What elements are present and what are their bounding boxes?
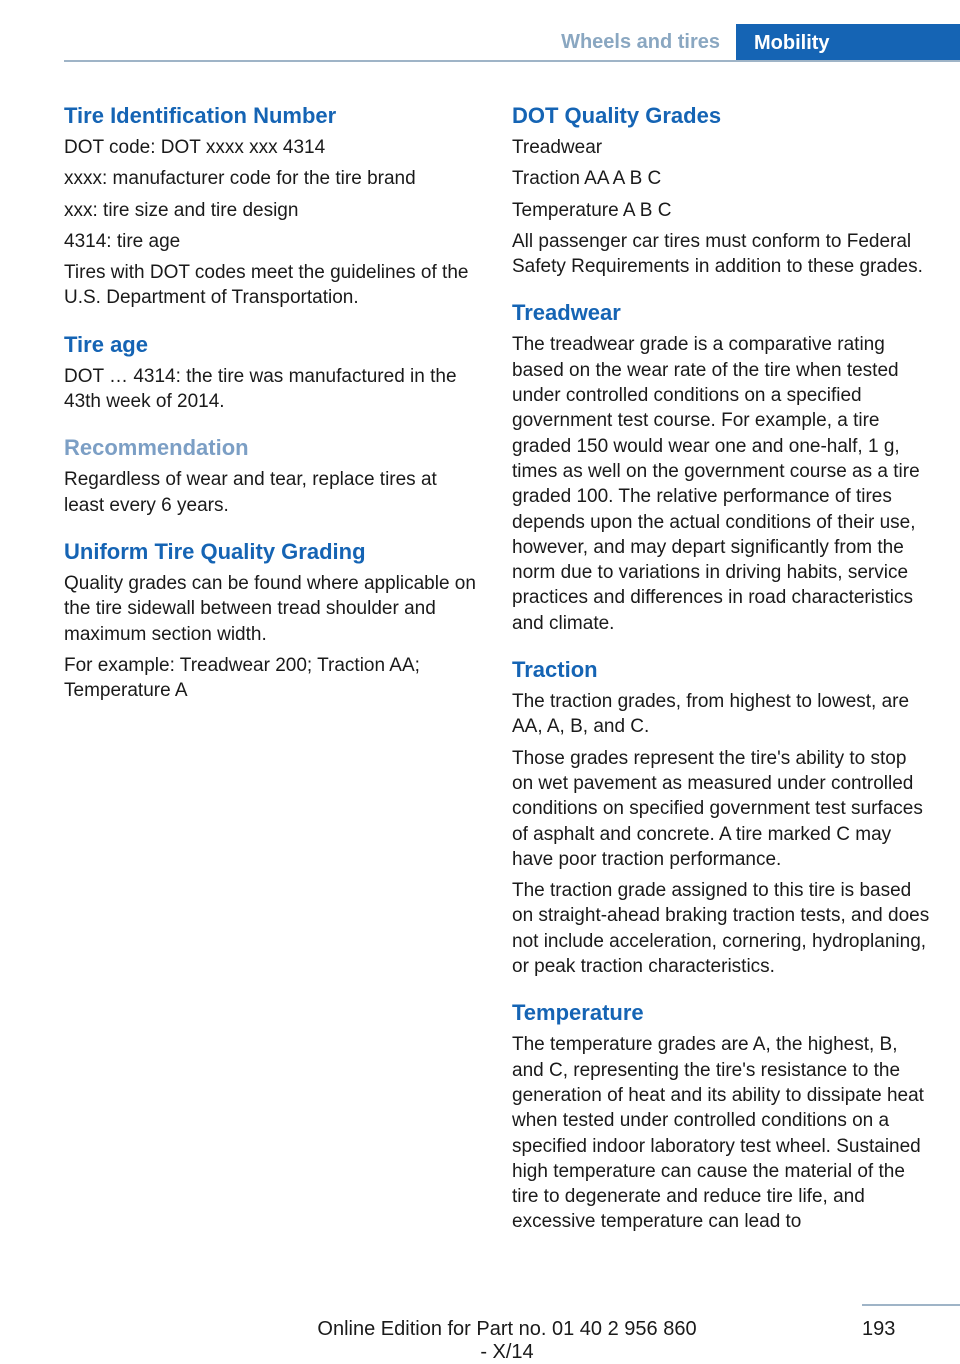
treadwear-paragraph: The treadwear grade is a comparative rating based on the wear rate of the tire when tested under controlled conditions on a specified government test course. For example, a tire graded 150 would wear one and one-half, 1 g, times as well on the government course as a tire graded 100. The relative performance of tires depends upon the actual conditions of their use, however, and may depart significantly from the norm due to variations in driving habits, service practices and differences in road characteristics and climate.: [512, 334, 920, 634]
section-traction: [512, 654, 930, 979]
heading-traction: Traction: [512, 657, 598, 683]
tire-age-paragraph: DOT … 4314: the tire was manufactured in the 43th week of 2014.: [64, 365, 457, 413]
right-column: [512, 100, 930, 1253]
page-number: 193: [862, 1318, 896, 1340]
section-uniform-tire-quality-grading: [64, 536, 480, 703]
heading-treadwear: Treadwear: [512, 300, 621, 326]
heading-recommendation: Recommendation: [64, 435, 249, 461]
edition-note: Online Edition for Part no. 01 40 2 956 860 - X/14: [317, 1318, 697, 1363]
heading-dot-quality-grades: DOT Quality Grades: [512, 103, 722, 128]
grade-treadwear-line: Treadwear: [512, 137, 603, 158]
federal-safety-paragraph: All passenger car tires must conform to Federal Safety Requirements in addition to these grades.: [512, 230, 923, 278]
dot-code-line: DOT code: DOT xxxx xxx 4314: [64, 137, 326, 158]
section-treadwear: [512, 297, 930, 636]
chapter-label: Mobility: [736, 24, 960, 62]
traction-grades-paragraph: The traction grades, from highest to lowest, are AA, A, B, and C.: [512, 691, 910, 738]
heading-tire-identification-number: Tire Identification Number: [64, 103, 337, 128]
tire-size-line: xxx: tire size and tire design: [64, 199, 299, 221]
traction-meaning-paragraph: Those grades represent the tire's ability to stop on wet pavement as measured under controlled conditions on specified government test surfaces of asphalt and concrete. A tire marked C may have poor traction performance.: [512, 747, 923, 870]
section-dot-quality-grades: [512, 100, 930, 279]
recommendation-paragraph: Regardless of wear and tear, replace tires at least every 6 years.: [64, 469, 437, 516]
heading-tire-age: Tire age: [64, 331, 148, 357]
temperature-paragraph: The temperature grades are A, the highest, B, and C, representing the tire's resistance to the generation of heat and its ability to dissipate heat when tested under controlled conditions on a specified indoor laboratory test wheel. Sustained high temperature can cause the material of the tire to degenerate and reduce tire life, and excessive temperature can lead to: [512, 1034, 924, 1233]
tire-age-line: 4314: tire age: [64, 230, 181, 252]
heading-uniform-tire-quality-grading: Uniform Tire Quality Grading: [64, 538, 366, 564]
quality-grades-location-paragraph: Quality grades can be found where applicable on the tire sidewall between tread shoulder and maximum section width.: [64, 572, 476, 645]
section-recommendation: [64, 432, 480, 518]
quality-grades-example-paragraph: For example: Treadwear 200; Traction AA; Temperature A: [64, 654, 420, 702]
traction-assignment-paragraph: The traction grade assigned to this tire is based on straight-ahead braking traction tests, and does not include acceleration, cornering, hydroplaning, or peak traction characteristics.: [512, 880, 930, 978]
left-column: [64, 100, 480, 721]
grade-temperature-line: Temperature A B C: [512, 199, 672, 221]
section-tire-age: [64, 329, 480, 415]
grade-traction-line: Traction AA A B C: [512, 168, 662, 190]
dot-guidelines-paragraph: Tires with DOT codes meet the guidelines of the U.S. Department of Transportation.: [64, 262, 469, 309]
section-tire-identification-number: [64, 100, 480, 311]
section-label: Wheels and tires: [561, 31, 720, 53]
header-divider: [64, 60, 960, 62]
manufacturer-code-line: xxxx: manufacturer code for the tire brand: [64, 168, 416, 190]
section-temperature: [512, 997, 930, 1234]
heading-temperature: Temperature: [512, 1000, 644, 1026]
footer-divider: [862, 1304, 960, 1306]
